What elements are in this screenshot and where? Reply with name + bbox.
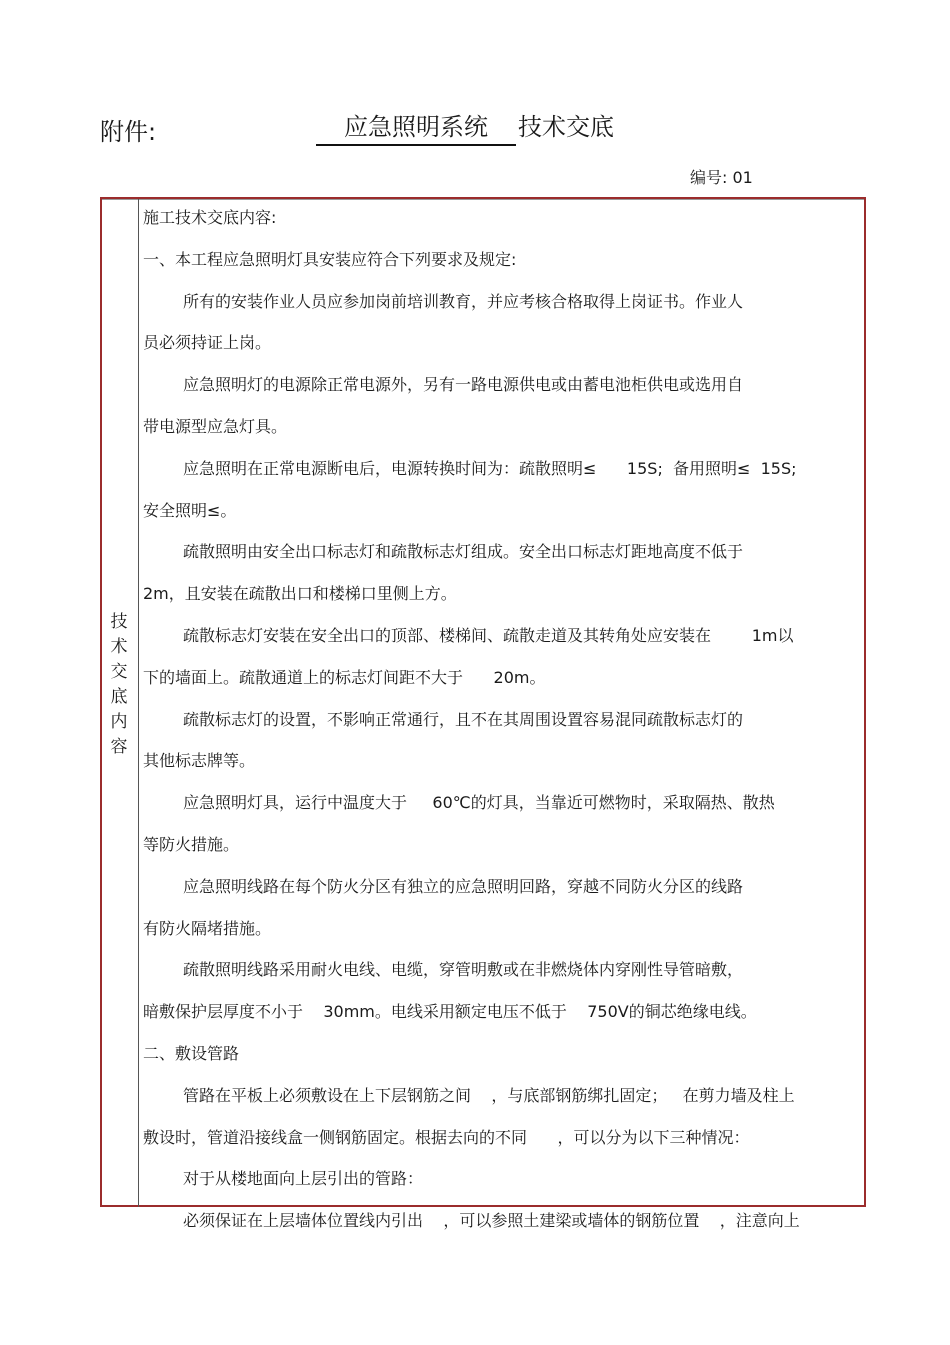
content-line: 员必须持证上岗。 [143, 333, 272, 352]
content-line: 二、敷设管路 [143, 1044, 240, 1063]
content-line: 疏散标志灯的设置，不影响正常通行，且不在其周围设置容易混同疏散标志灯的 [183, 710, 744, 729]
content-line: 应急照明在正常电源断电后，电源转换时间为：疏散照明≤ 15S; 备用照明≤ 15S; [183, 459, 797, 478]
content-line: 疏散标志灯安装在安全出口的顶部、楼梯间、疏散走道及其转角处应安装在 1m以 [183, 626, 794, 645]
title-rest: 技术交底 [518, 113, 614, 141]
content-line: 有防火隔堵措施。 [143, 919, 272, 938]
content-line: 应急照明线路在每个防火分区有独立的应急照明回路，穿越不同防火分区的线路 [183, 877, 744, 896]
content-line: 施工技术交底内容: [143, 208, 277, 227]
table-inner-top-border [102, 199, 864, 200]
side-char: 底 [110, 687, 128, 707]
content-line: 其他标志牌等。 [143, 751, 256, 770]
content-line: 等防火措施。 [143, 835, 240, 854]
side-label [104, 610, 134, 760]
side-char: 术 [110, 637, 128, 657]
doc-number: 编号: 01 [690, 168, 753, 187]
content-line: 对于从楼地面向上层引出的管路： [183, 1169, 424, 1188]
content-line: 暗敷保护层厚度不小于 30mm。电线采用额定电压不低于 750V的铜芯绝缘电线。 [143, 1002, 757, 1021]
title-system: 应急照明系统 [316, 112, 516, 146]
content-line: 必须保证在上层墙体位置线内引出 ，可以参照土建梁或墙体的钢筋位置 ，注意向上 [183, 1211, 800, 1230]
content-line: 一、本工程应急照明灯具安装应符合下列要求及规定: [143, 250, 517, 269]
content-line: 应急照明灯的电源除正常电源外，另有一路电源供电或由蓄电池柜供电或选用自 [183, 375, 744, 394]
content-line: 安全照明≤。 [143, 501, 237, 520]
column-divider [138, 199, 139, 1207]
content-line: 疏散照明由安全出口标志灯和疏散标志灯组成。安全出口标志灯距地高度不低于 [183, 542, 744, 561]
side-char: 技 [110, 612, 128, 632]
content-line: 带电源型应急灯具。 [143, 417, 288, 436]
side-char: 内 [110, 712, 128, 732]
content-line: 管路在平板上必须敷设在上下层钢筋之间 ，与底部钢筋绑扎固定； 在剪力墙及柱上 [183, 1086, 795, 1105]
content-line: 疏散照明线路采用耐火电线、电缆，穿管明敷或在非燃烧体内穿刚性导管暗敷， [183, 960, 744, 979]
attachment-label: 附件: [100, 118, 157, 146]
side-char: 交 [110, 662, 128, 682]
side-char: 容 [110, 737, 128, 757]
content-line: 应急照明灯具，运行中温度大于 60℃的灯具，当靠近可燃物时，采取隔热、散热 [183, 793, 775, 812]
content-line: 下的墙面上。疏散通道上的标志灯间距不大于 20m。 [143, 668, 546, 687]
content-line: 敷设时，管道沿接线盒一侧钢筋固定。根据去向的不同 ，可以分为以下三种情况： [143, 1128, 750, 1147]
content-line: 2m，且安装在疏散出口和楼梯口里侧上方。 [143, 584, 457, 603]
content-line: 所有的安装作业人员应参加岗前培训教育，并应考核合格取得上岗证书。作业人 [183, 292, 744, 311]
